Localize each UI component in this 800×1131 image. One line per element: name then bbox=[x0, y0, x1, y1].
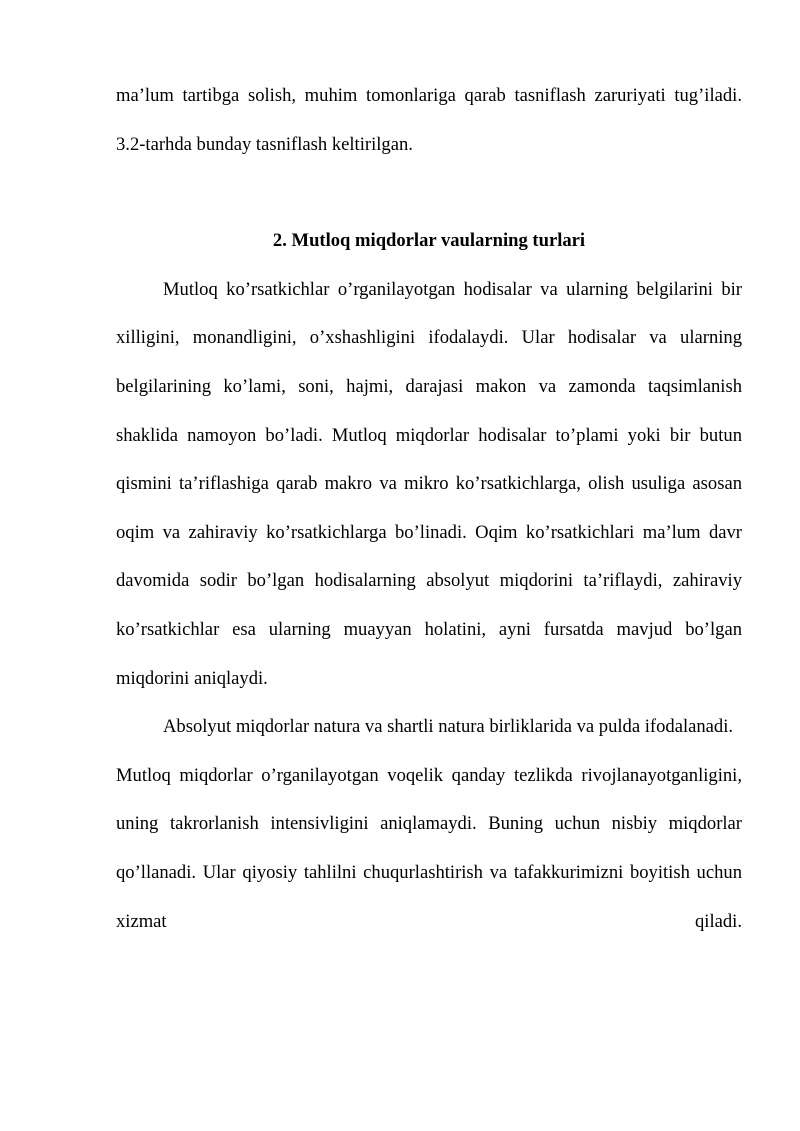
document-page bbox=[116, 72, 742, 946]
body-paragraph-3: Mutloq miqdorlar o’rganilayotgan voqelik qanday tezlikda rivojlanayotganligini, uning takrorlanish intensivligini aniqlamaydi. Buning uchun nisbiy miqdorlar qo’llanadi. Ular qiyosiy tahlilni chuqurlashtirish va tafakkurimizni boyitish uchun xizmat qiladi. bbox=[116, 764, 742, 932]
section-spacer bbox=[116, 169, 742, 217]
body-paragraph-2: Absolyut miqdorlar natura va shartli natura birliklarida va pulda ifodalanadi. bbox=[163, 716, 734, 738]
intro-paragraph: ma’lum tartibga solish, muhim tomonlariga qarab tasniflash zaruriyati tug’iladi. 3.2-tarhda bunday tasniflash keltirilgan. bbox=[116, 85, 742, 155]
body-paragraph-1: Mutloq ko’rsatkichlar o’rganilayotgan hodisalar va ularning belgilarini bir xilligini, monandligini, o’xshashligini ifodalaydi. Ular hodisalar va ularning belgilarining ko’lami, soni, hajmi, darajasi makon va zamonda taqsimlanish shaklida namoyon bo’ladi. Mutloq miqdorlar hodisalar to’plami yoki bir butun qismini ta’riflashiga qarab makro va mikro ko’rsatkichlarga, olish usuliga asosan oqim va zahiraviy ko’rsatkichlarga bo’linadi. Oqim ko’rsatkichlari ma’lum davr davomida sodir bo’lgan hodisalarning absolyut miqdorini ta’riflaydi, zahiraviy ko’rsatkichlar esa ularning muayyan holatini, ayni fursatda mavjud bo’lgan miqdorini aniqlaydi. bbox=[116, 278, 742, 689]
section-heading: 2. Mutloq miqdorlar vaularning turlari bbox=[272, 230, 586, 252]
